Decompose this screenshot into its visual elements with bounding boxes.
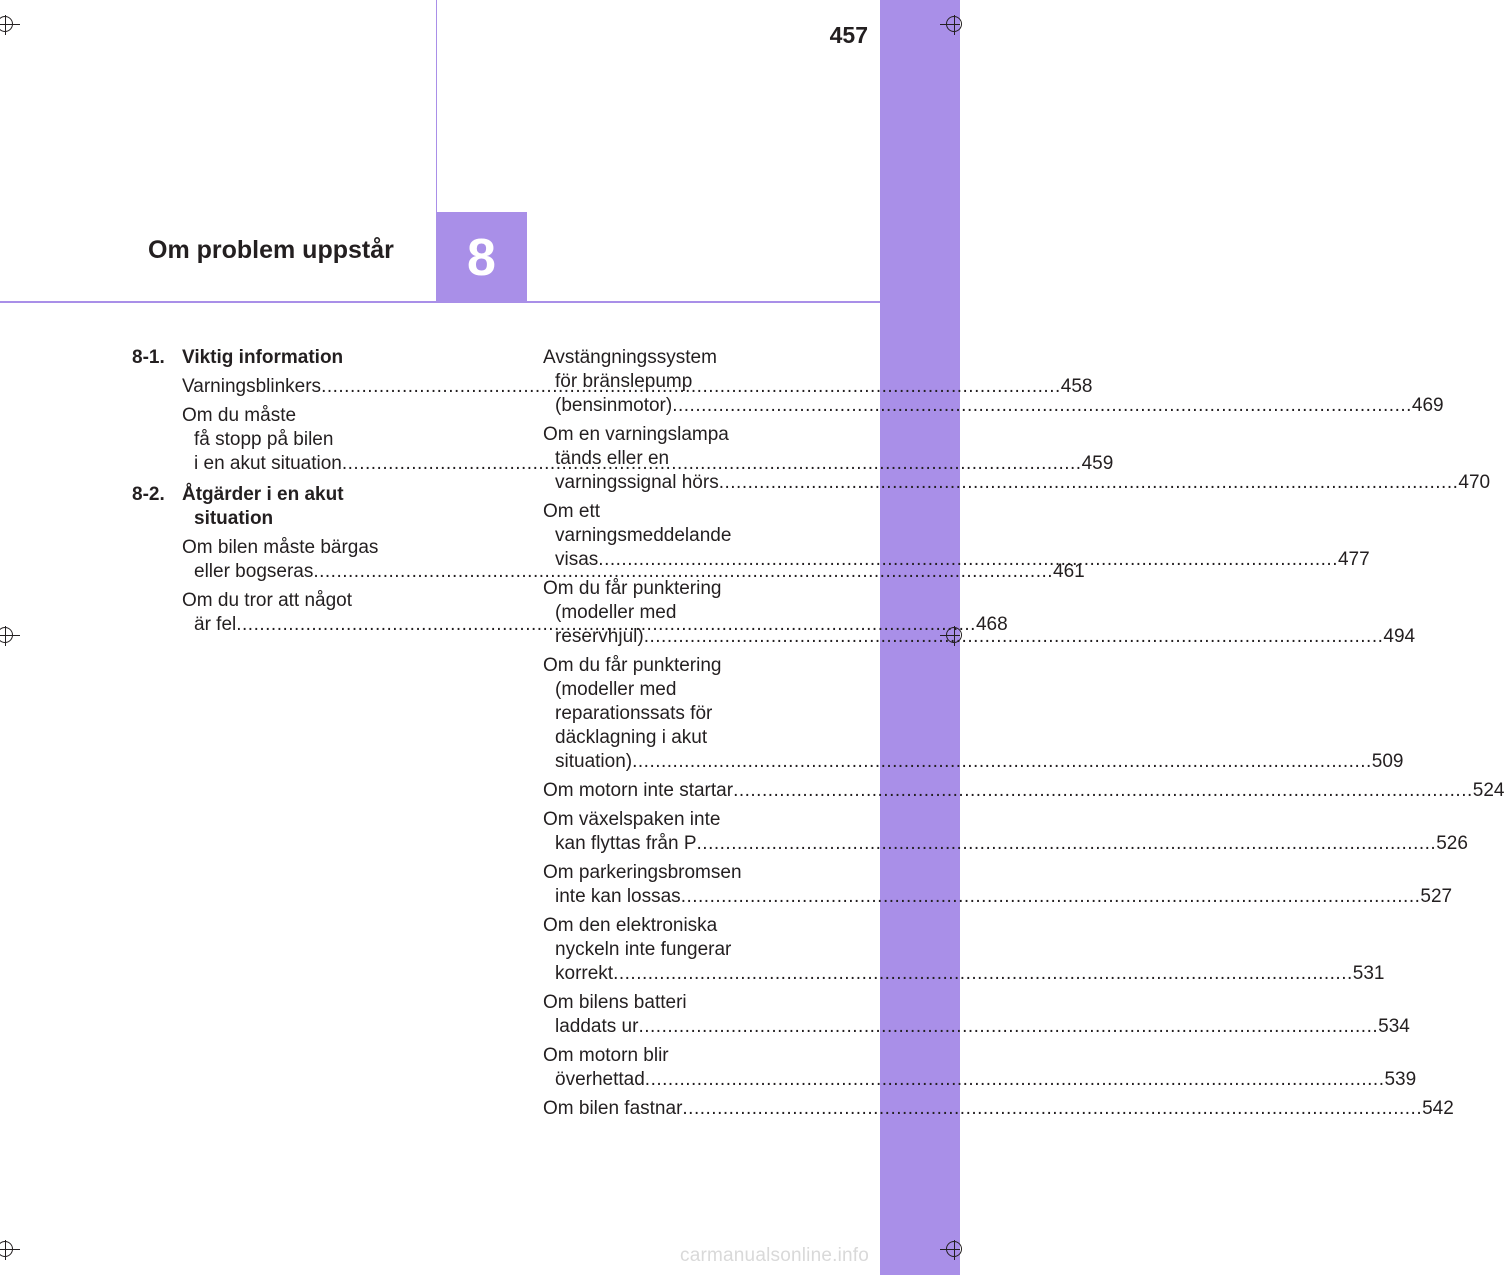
dot-leader [733, 780, 1473, 801]
dot-leader [682, 1098, 1422, 1119]
toc-entry-text: Om bilen fastnar [543, 1098, 683, 1119]
toc-entry-line [543, 471, 1491, 495]
toc-entry-text: laddats ur [555, 1016, 639, 1037]
toc-entry-line: Om den elektroniska [543, 915, 718, 936]
toc-entry-line [543, 1068, 1417, 1092]
toc-page-number: 469 [1411, 395, 1444, 416]
section-title [182, 346, 462, 370]
toc-entry-line: nyckeln inte fungerar [555, 939, 732, 960]
toc-entry-line: få stopp på bilen [194, 429, 334, 450]
toc-entry-line [543, 832, 1468, 856]
dot-leader [613, 963, 1353, 984]
toc-entry-line: Om ett [543, 501, 601, 522]
toc-entry-line: Om du får punktering [543, 655, 722, 676]
dot-leader [638, 1016, 1378, 1037]
toc-entry-line: Om motorn blir [543, 1045, 669, 1066]
toc-page-number: 534 [1378, 1016, 1410, 1037]
toc-entry-line: reparationssats för [555, 703, 713, 724]
toc-page-number: 494 [1383, 626, 1416, 647]
toc-entry-text: varningssignal hörs [555, 472, 719, 493]
section-title [182, 483, 462, 531]
toc-entry-text: kan flyttas från P [555, 833, 697, 854]
toc-entry-line [543, 779, 1504, 803]
toc-entry-line: Om parkeringsbromsen [543, 862, 742, 883]
section-number: 8-2. [132, 484, 165, 505]
toc-entry-line: Om du måste [182, 405, 297, 426]
section-title-line: Åtgärder i en akut [182, 484, 344, 505]
toc-entry-text: inte kan lossas [555, 886, 681, 907]
toc-entry-text: Om motorn inte startar [543, 780, 734, 801]
toc-entry-line: Om bilen måste bärgas [182, 537, 379, 558]
toc-entry-line [543, 1015, 1410, 1039]
toc-entry-line: Om växelspaken inte [543, 809, 721, 830]
toc-entry-text: visas [555, 549, 599, 570]
toc-entry-text: eller bogseras [194, 561, 314, 582]
toc-entry-line [543, 962, 1385, 986]
toc-entry-text: reservhjul) [555, 626, 644, 647]
toc-entry-text: (bensinmotor) [555, 395, 673, 416]
toc-entry-line: (modeller med [555, 602, 677, 623]
toc-page-number: 468 [975, 614, 1008, 635]
chapter-title: Om problem uppstår [148, 236, 394, 264]
section-number: 8-1. [132, 347, 165, 368]
toc-entry-line [543, 1097, 1454, 1121]
dot-leader [697, 833, 1437, 854]
toc-entry[interactable] [543, 779, 1504, 803]
toc-page-number: 458 [1060, 376, 1093, 397]
toc-entry[interactable] [543, 654, 1404, 774]
toc-page-number: 509 [1371, 751, 1404, 772]
toc-entry-text: Varningsblinkers [182, 376, 322, 397]
toc-entry-line [543, 394, 1444, 418]
toc-entry-text: i en akut situation [194, 453, 342, 474]
toc-entry-line: Avstängningssystem [543, 347, 717, 368]
section-heading [132, 346, 462, 370]
toc-entry-line: Om bilens batteri [543, 992, 687, 1013]
toc-entry-line: Om du tror att något [182, 590, 353, 611]
dot-leader [644, 626, 1384, 647]
toc-page-number: 477 [1337, 549, 1370, 570]
toc-page-number: 461 [1053, 561, 1085, 582]
section-heading [132, 483, 462, 531]
page-number: 457 [829, 22, 868, 48]
toc-entry-line: Om en varningslampa [543, 424, 729, 445]
toc-entry-line: varningsmeddelande [555, 525, 732, 546]
toc-entry[interactable] [543, 914, 1385, 986]
toc-entry-line: för bränslepump [555, 371, 693, 392]
toc-entry-line: tänds eller en [555, 448, 670, 469]
toc-page-number: 539 [1384, 1069, 1417, 1090]
toc-entry-text: korrekt [555, 963, 614, 984]
toc-entry-text: situation) [555, 751, 633, 772]
dot-leader [598, 549, 1338, 570]
toc-page-number: 459 [1081, 453, 1114, 474]
toc-entry-line: däcklagning i akut [555, 727, 708, 748]
dot-leader [672, 395, 1412, 416]
toc-entry[interactable] [543, 1097, 1454, 1121]
toc-page-number: 531 [1352, 963, 1385, 984]
toc-entry-line: (modeller med [555, 679, 677, 700]
dot-leader [681, 886, 1421, 907]
toc-page-number: 524 [1472, 780, 1504, 801]
toc-entry-line [182, 560, 1085, 584]
toc-page-number: 526 [1436, 833, 1468, 854]
section-title-line: situation [194, 508, 274, 529]
toc-entry[interactable] [543, 808, 1468, 856]
toc-page-number: 542 [1422, 1098, 1454, 1119]
toc-page-number: 527 [1420, 886, 1453, 907]
toc-entry-text: överhettad [555, 1069, 645, 1090]
section-title-line: Viktig information [182, 347, 344, 368]
toc-entry[interactable] [543, 1044, 1417, 1092]
header-divider-vertical [436, 0, 437, 212]
toc-entry-line [543, 885, 1453, 909]
toc-entry[interactable] [543, 991, 1410, 1039]
dot-leader [719, 472, 1459, 493]
toc-entry-line [543, 625, 1416, 649]
toc-entry[interactable] [543, 861, 1453, 909]
chapter-number-badge: 8 [436, 212, 527, 302]
toc-entry-text: är fel [194, 614, 237, 635]
dot-leader [632, 751, 1372, 772]
toc-entry-line: Om du får punktering [543, 578, 722, 599]
watermark: carmanualsonline.info [680, 1245, 870, 1266]
dot-leader [645, 1069, 1385, 1090]
toc-page-number: 470 [1458, 472, 1491, 493]
toc-entry-line [543, 750, 1404, 774]
